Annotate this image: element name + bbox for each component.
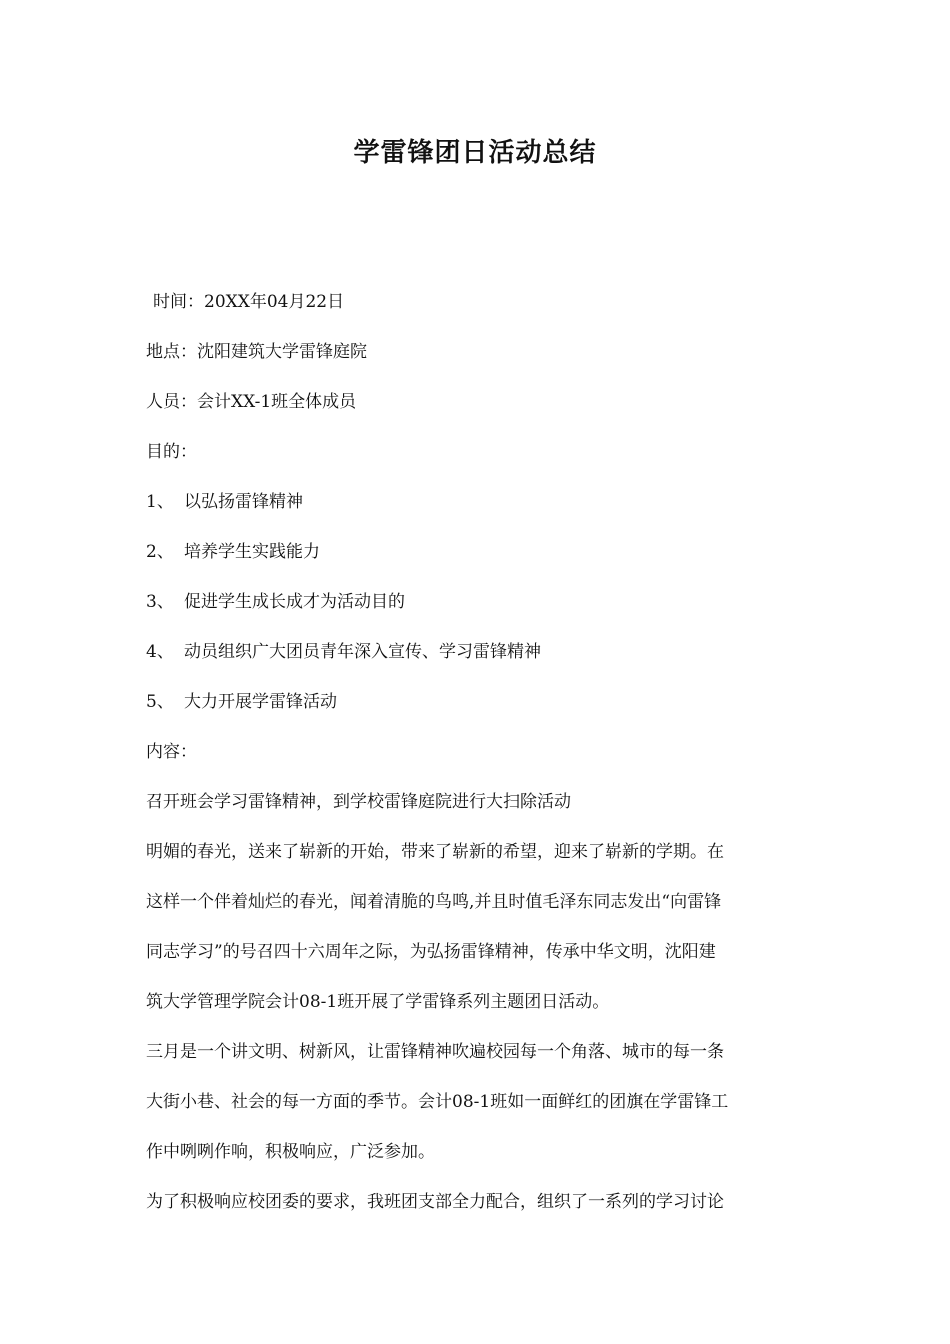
purpose-item-text: 促进学生成长成才为活动目的 [184,592,405,612]
purpose-heading: 目的： [146,442,197,462]
content-heading: 内容： [146,742,197,762]
purpose-item-text: 大力开展学雷锋活动 [184,692,337,712]
place-line: 地点：沈阳建筑大学雷锋庭院 [146,342,367,362]
paragraph [146,1027,808,1177]
paragraph-line: 作中咧咧作响，积极响应，广泛参加。 [146,1142,435,1162]
purpose-item [146,589,405,615]
paragraph-line: 同志学习”的号召四十六周年之际，为弘扬雷锋精神，传承中华文明，沈阳建 [146,942,716,962]
purpose-item [146,489,303,515]
people-line: 人员：会计XX-1班全体成员 [146,392,357,412]
paragraph-line: 大街小巷、社会的每一方面的季节。会计08-1班如一面鲜红的团旗在学雷锋工 [146,1092,729,1112]
purpose-item-text: 培养学生实践能力 [184,542,320,562]
paragraph-line: 筑大学管理学院会计08-1班开展了学雷锋系列主题团日活动。 [146,992,610,1012]
purpose-item-text: 动员组织广大团员青年深入宣传、学习雷锋精神 [184,642,541,662]
content-subtitle: 召开班会学习雷锋精神，到学校雷锋庭院进行大扫除活动 [146,792,571,812]
purpose-item-number: 5、 [146,692,174,712]
purpose-item-number: 4、 [146,642,174,662]
paragraph [146,1177,808,1227]
document-title: 学雷锋团日活动总结 [353,138,597,168]
paragraph [146,827,808,1027]
purpose-item [146,689,337,715]
purpose-item [146,639,541,665]
paragraph-line: 三月是一个讲文明、树新风，让雷锋精神吹遍校园每一个角落、城市的每一条 [146,1042,724,1062]
purpose-item-number: 1、 [146,492,174,512]
time-line: 时间：20XX年04月22日 [153,292,345,312]
paragraph-line: 为了积极响应校团委的要求，我班团支部全力配合，组织了一系列的学习讨论 [146,1192,724,1212]
purpose-item [146,539,320,565]
paragraph-line: 明媚的春光，送来了崭新的开始，带来了崭新的希望，迎来了崭新的学期。在 [146,842,724,862]
purpose-item-number: 3、 [146,592,174,612]
purpose-item-text: 以弘扬雷锋精神 [184,492,303,512]
purpose-item-number: 2、 [146,542,174,562]
paragraph-line: 这样一个伴着灿烂的春光，闻着清脆的鸟鸣,并且时值毛泽东同志发出“向雷锋 [146,892,722,912]
